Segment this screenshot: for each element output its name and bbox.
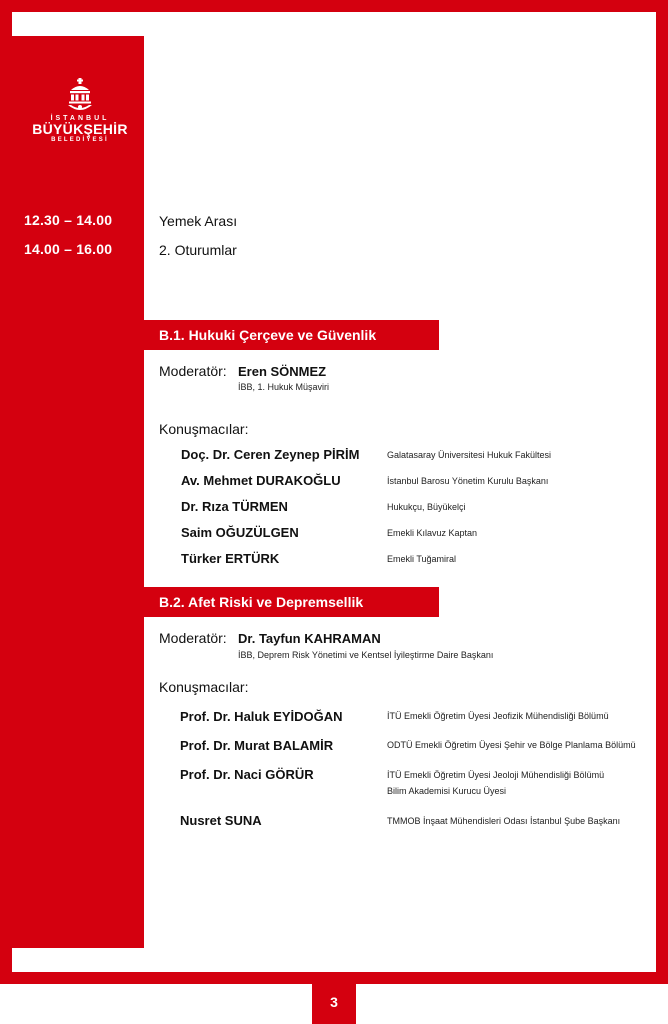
speaker-name: Saim OĞUZÜLGEN [181,525,299,540]
moderator-label: Moderatör: [159,630,227,646]
moderator-title: İBB, Deprem Risk Yönetimi ve Kentsel İyileştirme Daire Başkanı [238,650,494,660]
logo-text-top: İSTANBUL [50,115,110,122]
session-header [144,587,439,617]
speaker-name: Prof. Dr. Naci GÖRÜR [180,767,314,782]
sidebar [12,36,144,948]
speakers-label: Konuşmacılar: [159,679,249,695]
ibb-emblem-icon [65,78,95,114]
session-title: B.1. Hukuki Çerçeve ve Güvenlik [159,327,377,343]
speaker-name: Av. Mehmet DURAKOĞLU [181,473,341,488]
speaker-name: Doç. Dr. Ceren Zeynep PİRİM [181,447,360,462]
moderator-name: Dr. Tayfun KAHRAMAN [238,631,381,646]
speaker-affiliation: İTÜ Emekli Öğretim Üyesi Jeofizik Mühendisliği Bölümü [387,711,609,721]
schedule-label: Yemek Arası [159,213,238,229]
speaker-affiliation: TMMOB İnşaat Mühendisleri Odası İstanbul Şube Başkanı [387,816,621,826]
session-title: B.2. Afet Riski ve Depremsellik [159,594,364,610]
schedule-time: 12.30 – 14.00 [24,212,113,228]
session-header [144,320,439,350]
moderator-title: İBB, 1. Hukuk Müşaviri [238,382,330,392]
speaker-affiliation: Hukukçu, Büyükelçi [387,502,466,512]
speaker-name: Türker ERTÜRK [181,551,280,566]
speaker-affiliation: Galatasaray Üniversitesi Hukuk Fakültesi [387,450,552,460]
page-number: 3 [312,984,356,1024]
moderator-label: Moderatör: [159,363,227,379]
speaker-name: Nusret SUNA [180,813,262,828]
speaker-name: Prof. Dr. Haluk EYİDOĞAN [180,709,343,724]
speaker-affiliation: Emekli Tuğamiral [387,554,457,564]
schedule-label: 2. Oturumlar [159,242,237,258]
logo-text-bottom: BELEDİYESİ [51,137,109,143]
speaker-affiliation: Emekli Kılavuz Kaptan [387,528,478,538]
logo-text-main: BÜYÜKŞEHİR [32,121,128,137]
moderator-name: Eren SÖNMEZ [238,364,327,379]
speaker-affiliation: ODTÜ Emekli Öğretim Üyesi Şehir ve Bölge Planlama Bölümü [387,740,636,750]
speaker-affiliation: Bilim Akademisi Kurucu Üyesi [387,786,507,796]
speaker-affiliation: İstanbul Barosu Yönetim Kurulu Başkanı [387,476,549,486]
speaker-name: Dr. Rıza TÜRMEN [181,499,288,514]
speaker-affiliation: İTÜ Emekli Öğretim Üyesi Jeoloji Mühendisliği Bölümü [387,770,605,780]
speaker-name: Prof. Dr. Murat BALAMİR [180,738,334,753]
speakers-label: Konuşmacılar: [159,421,249,437]
logo [30,78,130,143]
schedule-time: 14.00 – 16.00 [24,241,113,257]
